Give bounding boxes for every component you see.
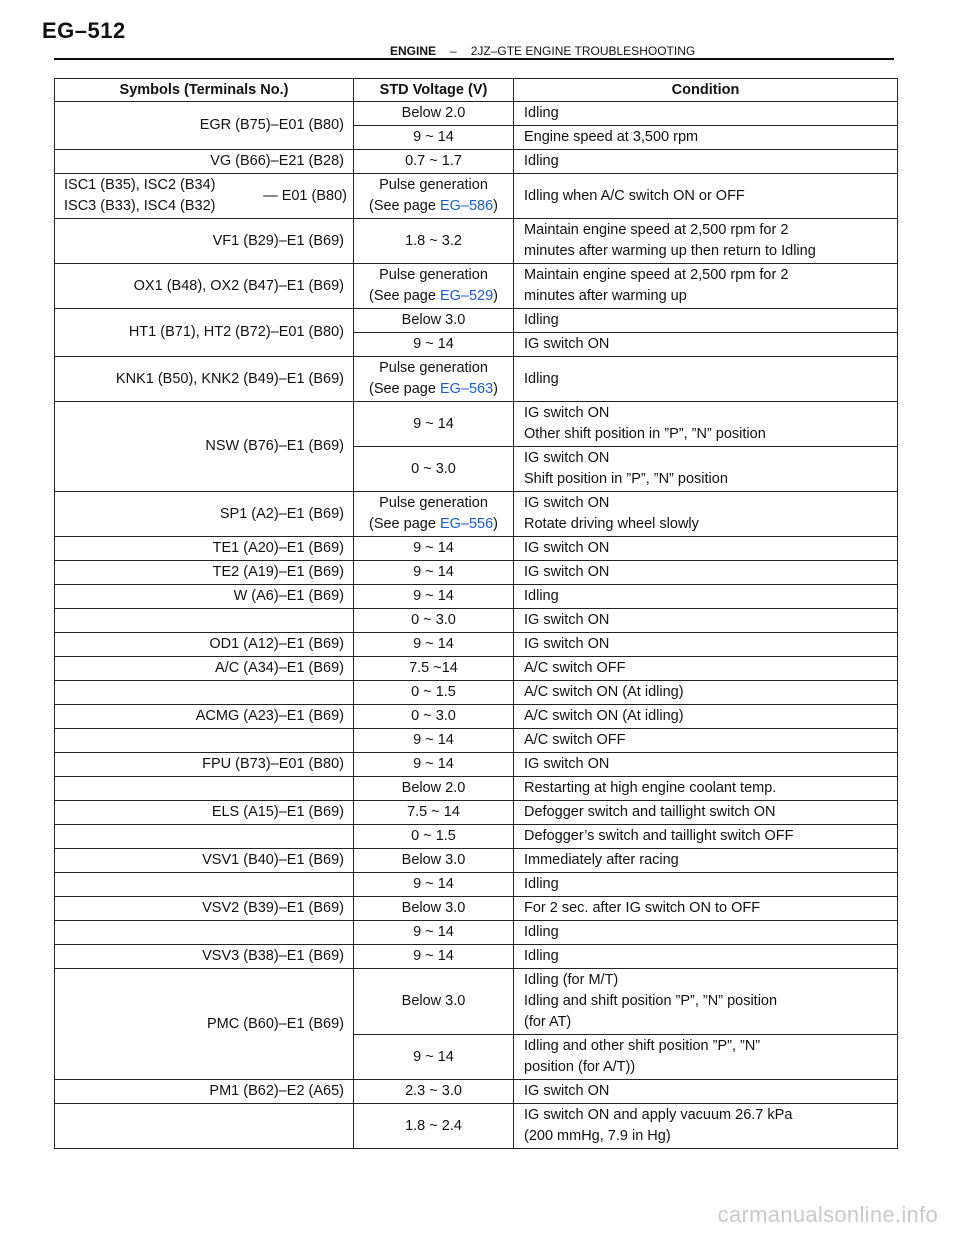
condition-line: Idling and other shift position ”P”, ”N” xyxy=(524,1038,761,1054)
table-row xyxy=(55,309,898,333)
page-reference-link[interactable]: EG–556 xyxy=(439,516,494,532)
separator: – xyxy=(450,44,457,58)
running-head xyxy=(390,44,695,58)
std-voltage-line: Pulse generation xyxy=(379,267,488,283)
std-voltage: 9 ~ 14 xyxy=(354,537,514,561)
table-row xyxy=(55,921,898,945)
condition xyxy=(514,264,898,309)
terminal-symbol: ACMG (A23)–E1 (B69) xyxy=(55,705,354,729)
condition-line: IG switch ON xyxy=(524,495,610,511)
table-row xyxy=(55,897,898,921)
std-voltage: Below 3.0 xyxy=(354,897,514,921)
ecu-terminal-voltage-table xyxy=(54,78,898,1149)
condition: Defogger’s switch and taillight switch OFF xyxy=(514,825,898,849)
terminal-symbol: ELS (A15)–E1 (B69) xyxy=(55,801,354,825)
condition xyxy=(514,402,898,447)
terminal-symbol: HT1 (B71), HT2 (B72)–E01 (B80) xyxy=(55,309,354,357)
terminal-symbol xyxy=(55,174,354,219)
condition-line: IG switch ON xyxy=(524,450,610,466)
std-voltage: 2.3 ~ 3.0 xyxy=(354,1080,514,1104)
std-voltage xyxy=(354,264,514,309)
terminal-symbol: W (A6)–E1 (B69) xyxy=(55,585,354,609)
condition: Engine speed at 3,500 rpm xyxy=(514,126,898,150)
page-ref-suffix: ) xyxy=(493,198,498,214)
std-voltage: 9 ~ 14 xyxy=(354,753,514,777)
condition: IG switch ON xyxy=(514,537,898,561)
terminal-symbol: VSV3 (B38)–E1 (B69) xyxy=(55,945,354,969)
section-title: ENGINE xyxy=(390,44,437,58)
terminal-symbol: SP1 (A2)–E1 (B69) xyxy=(55,492,354,537)
table-row xyxy=(55,753,898,777)
table-row xyxy=(55,681,898,705)
terminal-symbol: OD1 (A12)–E1 (B69) xyxy=(55,633,354,657)
condition-line: Idling (for M/T) xyxy=(524,972,619,988)
terminal-symbol-empty xyxy=(55,873,354,897)
table-row xyxy=(55,873,898,897)
condition-line: Maintain engine speed at 2,500 rpm for 2 xyxy=(524,267,789,283)
terminal-symbol: FPU (B73)–E01 (B80) xyxy=(55,753,354,777)
std-voltage: 9 ~ 14 xyxy=(354,333,514,357)
terminal-symbol: VF1 (B29)–E1 (B69) xyxy=(55,219,354,264)
condition: IG switch ON xyxy=(514,333,898,357)
terminal-symbol: KNK1 (B50), KNK2 (B49)–E1 (B69) xyxy=(55,357,354,402)
table-row xyxy=(55,777,898,801)
condition-line: Idling and shift position ”P”, ”N” position xyxy=(524,993,778,1009)
condition xyxy=(514,447,898,492)
table-row xyxy=(55,729,898,753)
std-voltage: 1.8 ~ 2.4 xyxy=(354,1104,514,1149)
table-row xyxy=(55,585,898,609)
page-reference-link[interactable]: EG–529 xyxy=(439,288,494,304)
std-voltage: 9 ~ 14 xyxy=(354,561,514,585)
table-row xyxy=(55,174,898,219)
condition-line: position (for A/T)) xyxy=(524,1059,636,1075)
std-voltage: Below 3.0 xyxy=(354,849,514,873)
std-voltage: Below 3.0 xyxy=(354,969,514,1035)
condition-line: IG switch ON xyxy=(524,405,610,421)
table-row xyxy=(55,969,898,1035)
std-voltage: 7.5 ~ 14 xyxy=(354,801,514,825)
condition: Defogger switch and taillight switch ON xyxy=(514,801,898,825)
table-row xyxy=(55,705,898,729)
condition: Idling xyxy=(514,873,898,897)
std-voltage: 1.8 ~ 3.2 xyxy=(354,219,514,264)
terminal-symbol-empty xyxy=(55,921,354,945)
std-voltage xyxy=(354,357,514,402)
page-ref-prefix: (See page xyxy=(368,198,440,214)
condition-line: Other shift position in ”P”, ”N” position xyxy=(524,426,766,442)
page-ref-prefix: (See page xyxy=(368,516,440,532)
condition: Idling when A/C switch ON or OFF xyxy=(514,174,898,219)
condition xyxy=(514,1104,898,1149)
terminal-symbol: VSV1 (B40)–E1 (B69) xyxy=(55,849,354,873)
terminal-symbol: A/C (A34)–E1 (B69) xyxy=(55,657,354,681)
std-voltage: 0 ~ 3.0 xyxy=(354,447,514,492)
terminal-symbol: VG (B66)–E21 (B28) xyxy=(55,150,354,174)
table-row xyxy=(55,609,898,633)
std-voltage: 0 ~ 3.0 xyxy=(354,609,514,633)
terminal-symbol: PMC (B60)–E1 (B69) xyxy=(55,969,354,1080)
page-ref-prefix: (See page xyxy=(368,381,440,397)
terminal-symbol-line: ISC3 (B33), ISC4 (B32) xyxy=(64,198,216,214)
condition xyxy=(514,1035,898,1080)
table-row xyxy=(55,537,898,561)
condition: IG switch ON xyxy=(514,561,898,585)
condition-line: (for AT) xyxy=(524,1014,572,1030)
table-row xyxy=(55,633,898,657)
table-row xyxy=(55,102,898,126)
std-voltage: 9 ~ 14 xyxy=(354,945,514,969)
table-row xyxy=(55,492,898,537)
terminal-symbol-line: ISC1 (B35), ISC2 (B34) xyxy=(64,177,216,193)
std-voltage: 9 ~ 14 xyxy=(354,1035,514,1080)
table-header-row xyxy=(55,79,898,102)
condition-line: Shift position in ”P”, ”N” position xyxy=(524,471,728,487)
page-number: EG–512 xyxy=(42,18,126,43)
page-ref-suffix: ) xyxy=(493,288,498,304)
header-rule xyxy=(54,58,894,60)
condition: Immediately after racing xyxy=(514,849,898,873)
chapter-title: 2JZ–GTE ENGINE TROUBLESHOOTING xyxy=(470,44,696,58)
condition: A/C switch ON (At idling) xyxy=(514,705,898,729)
terminal-symbol-empty xyxy=(55,729,354,753)
condition-line: Rotate driving wheel slowly xyxy=(524,516,699,532)
condition: Idling xyxy=(514,150,898,174)
std-voltage: 9 ~ 14 xyxy=(354,921,514,945)
header-symbols: Symbols (Terminals No.) xyxy=(55,79,354,102)
table-row xyxy=(55,561,898,585)
table-row xyxy=(55,849,898,873)
table-row xyxy=(55,825,898,849)
terminal-symbol: TE2 (A19)–E1 (B69) xyxy=(55,561,354,585)
terminal-symbol: OX1 (B48), OX2 (B47)–E1 (B69) xyxy=(55,264,354,309)
table-row xyxy=(55,402,898,447)
condition: IG switch ON xyxy=(514,633,898,657)
condition xyxy=(514,492,898,537)
condition-line: IG switch ON and apply vacuum 26.7 kPa xyxy=(524,1107,793,1123)
std-voltage: 9 ~ 14 xyxy=(354,873,514,897)
condition: Idling xyxy=(514,945,898,969)
condition: Idling xyxy=(514,585,898,609)
terminal-symbol-empty xyxy=(55,825,354,849)
table-row xyxy=(55,357,898,402)
table-row xyxy=(55,219,898,264)
condition: A/C switch OFF xyxy=(514,729,898,753)
page-reference-link[interactable]: EG–563 xyxy=(439,381,494,397)
std-voltage: 9 ~ 14 xyxy=(354,126,514,150)
condition: Idling xyxy=(514,102,898,126)
terminal-ground: — E01 (B80) xyxy=(263,187,347,204)
std-voltage: 9 ~ 14 xyxy=(354,633,514,657)
table-row xyxy=(55,945,898,969)
terminal-symbol: VSV2 (B39)–E1 (B69) xyxy=(55,897,354,921)
std-voltage: 0 ~ 1.5 xyxy=(354,825,514,849)
table-row xyxy=(55,657,898,681)
watermark: carmanualsonline.info xyxy=(717,1202,938,1227)
table-row xyxy=(55,264,898,309)
terminal-symbol: NSW (B76)–E1 (B69) xyxy=(55,402,354,492)
table-row xyxy=(55,150,898,174)
std-voltage: Below 3.0 xyxy=(354,309,514,333)
terminal-symbol-empty xyxy=(55,681,354,705)
page-ref-suffix: ) xyxy=(493,381,498,397)
std-voltage: 9 ~ 14 xyxy=(354,585,514,609)
header-condition: Condition xyxy=(514,79,898,102)
table-row xyxy=(55,801,898,825)
std-voltage: 0 ~ 1.5 xyxy=(354,681,514,705)
table-row xyxy=(55,1080,898,1104)
std-voltage: 0.7 ~ 1.7 xyxy=(354,150,514,174)
std-voltage: Below 2.0 xyxy=(354,102,514,126)
condition: Idling xyxy=(514,921,898,945)
std-voltage-line: Pulse generation xyxy=(379,177,488,193)
std-voltage xyxy=(354,492,514,537)
condition-line: minutes after warming up xyxy=(524,288,687,304)
std-voltage: Below 2.0 xyxy=(354,777,514,801)
condition: Idling xyxy=(514,357,898,402)
std-voltage: 9 ~ 14 xyxy=(354,729,514,753)
terminal-symbol: EGR (B75)–E01 (B80) xyxy=(55,102,354,150)
condition: A/C switch ON (At idling) xyxy=(514,681,898,705)
terminal-symbol-empty xyxy=(55,609,354,633)
condition-line: (200 mmHg, 7.9 in Hg) xyxy=(524,1128,671,1144)
terminal-symbol: TE1 (A20)–E1 (B69) xyxy=(55,537,354,561)
std-voltage: 9 ~ 14 xyxy=(354,402,514,447)
std-voltage: 0 ~ 3.0 xyxy=(354,705,514,729)
condition-line: Maintain engine speed at 2,500 rpm for 2 xyxy=(524,222,789,238)
std-voltage-line: Pulse generation xyxy=(379,495,488,511)
condition: A/C switch OFF xyxy=(514,657,898,681)
condition xyxy=(514,219,898,264)
condition-line: minutes after warming up then return to Idling xyxy=(524,243,816,259)
page-ref-suffix: ) xyxy=(493,516,498,532)
std-voltage: 7.5 ~14 xyxy=(354,657,514,681)
condition: Restarting at high engine coolant temp. xyxy=(514,777,898,801)
table-row xyxy=(55,1104,898,1149)
std-voltage xyxy=(354,174,514,219)
condition: IG switch ON xyxy=(514,1080,898,1104)
page-ref-prefix: (See page xyxy=(368,288,440,304)
page-reference-link[interactable]: EG–586 xyxy=(439,198,494,214)
std-voltage-line: Pulse generation xyxy=(379,360,488,376)
terminal-symbol-empty xyxy=(55,1104,354,1149)
condition: IG switch ON xyxy=(514,609,898,633)
header-std-voltage: STD Voltage (V) xyxy=(354,79,514,102)
terminal-symbol-empty xyxy=(55,777,354,801)
terminal-symbol: PM1 (B62)–E2 (A65) xyxy=(55,1080,354,1104)
condition xyxy=(514,969,898,1035)
condition: Idling xyxy=(514,309,898,333)
condition: IG switch ON xyxy=(514,753,898,777)
condition: For 2 sec. after IG switch ON to OFF xyxy=(514,897,898,921)
